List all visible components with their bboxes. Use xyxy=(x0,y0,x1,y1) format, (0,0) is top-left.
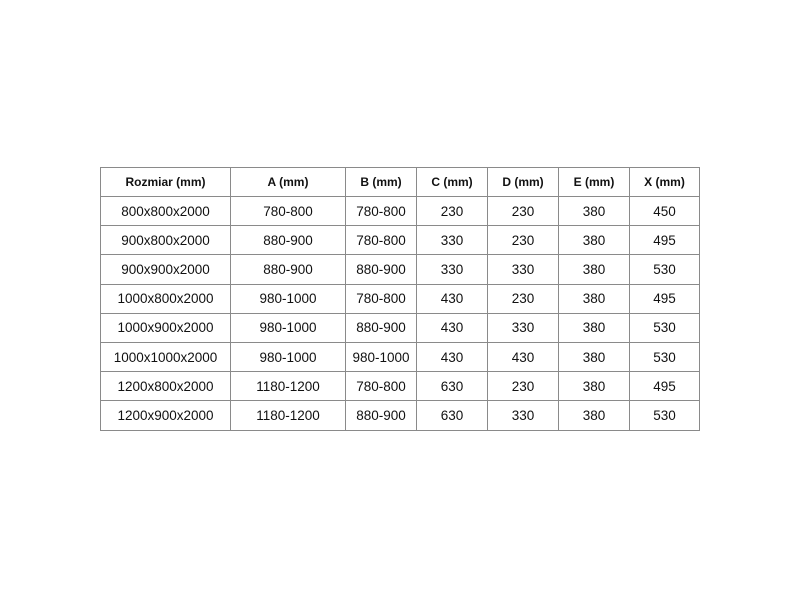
table-cell: 1000x900x2000 xyxy=(101,313,231,342)
table-cell: 380 xyxy=(559,372,630,401)
table-cell: 330 xyxy=(488,313,559,342)
table-cell: 780-800 xyxy=(346,284,417,313)
table-cell: 380 xyxy=(559,342,630,371)
table-cell: 800x800x2000 xyxy=(101,197,231,226)
table-cell: 430 xyxy=(417,284,488,313)
table-cell: 980-1000 xyxy=(231,342,346,371)
table-cell: 1200x800x2000 xyxy=(101,372,231,401)
table-cell: 230 xyxy=(488,372,559,401)
table-cell: 1000x800x2000 xyxy=(101,284,231,313)
header-rozmiar: Rozmiar (mm) xyxy=(101,168,231,197)
table-row xyxy=(101,255,700,284)
table-cell: 495 xyxy=(630,284,700,313)
table-cell: 780-800 xyxy=(231,197,346,226)
table-cell: 980-1000 xyxy=(231,313,346,342)
table-cell: 900x800x2000 xyxy=(101,226,231,255)
table-cell: 380 xyxy=(559,401,630,430)
table-cell: 430 xyxy=(417,313,488,342)
table-cell: 1000x1000x2000 xyxy=(101,342,231,371)
table-cell: 380 xyxy=(559,313,630,342)
table-cell: 530 xyxy=(630,342,700,371)
table-cell: 880-900 xyxy=(346,401,417,430)
table-cell: 430 xyxy=(417,342,488,371)
table-cell: 780-800 xyxy=(346,372,417,401)
header-b: B (mm) xyxy=(346,168,417,197)
table-cell: 495 xyxy=(630,226,700,255)
table-cell: 630 xyxy=(417,372,488,401)
table-cell: 900x900x2000 xyxy=(101,255,231,284)
table-cell: 230 xyxy=(417,197,488,226)
header-e: E (mm) xyxy=(559,168,630,197)
table-cell: 330 xyxy=(417,226,488,255)
table-cell: 330 xyxy=(417,255,488,284)
table-cell: 495 xyxy=(630,372,700,401)
table-cell: 530 xyxy=(630,401,700,430)
table-cell: 630 xyxy=(417,401,488,430)
table-row xyxy=(101,342,700,371)
table-cell: 230 xyxy=(488,226,559,255)
header-c: C (mm) xyxy=(417,168,488,197)
table-cell: 780-800 xyxy=(346,226,417,255)
table-cell: 1200x900x2000 xyxy=(101,401,231,430)
table-cell: 380 xyxy=(559,197,630,226)
table-row xyxy=(101,313,700,342)
table-cell: 1180-1200 xyxy=(231,372,346,401)
header-x: X (mm) xyxy=(630,168,700,197)
table-cell: 230 xyxy=(488,284,559,313)
table-cell: 380 xyxy=(559,226,630,255)
table-cell: 980-1000 xyxy=(231,284,346,313)
table-cell: 880-900 xyxy=(346,313,417,342)
header-a: A (mm) xyxy=(231,168,346,197)
table-cell: 530 xyxy=(630,313,700,342)
table-cell: 330 xyxy=(488,401,559,430)
table-cell: 380 xyxy=(559,284,630,313)
table-cell: 780-800 xyxy=(346,197,417,226)
table-cell: 530 xyxy=(630,255,700,284)
table-row xyxy=(101,401,700,430)
table-row xyxy=(101,284,700,313)
table-row xyxy=(101,372,700,401)
table-row xyxy=(101,197,700,226)
table-cell: 430 xyxy=(488,342,559,371)
table-cell: 880-900 xyxy=(231,255,346,284)
table-cell: 230 xyxy=(488,197,559,226)
header-d: D (mm) xyxy=(488,168,559,197)
table-cell: 880-900 xyxy=(346,255,417,284)
table-cell: 450 xyxy=(630,197,700,226)
table-cell: 330 xyxy=(488,255,559,284)
dimensions-table xyxy=(100,167,700,431)
table-header-row xyxy=(101,168,700,197)
table-cell: 1180-1200 xyxy=(231,401,346,430)
table-cell: 380 xyxy=(559,255,630,284)
table-row xyxy=(101,226,700,255)
table-body xyxy=(101,197,700,431)
table-cell: 980-1000 xyxy=(346,342,417,371)
table-cell: 880-900 xyxy=(231,226,346,255)
